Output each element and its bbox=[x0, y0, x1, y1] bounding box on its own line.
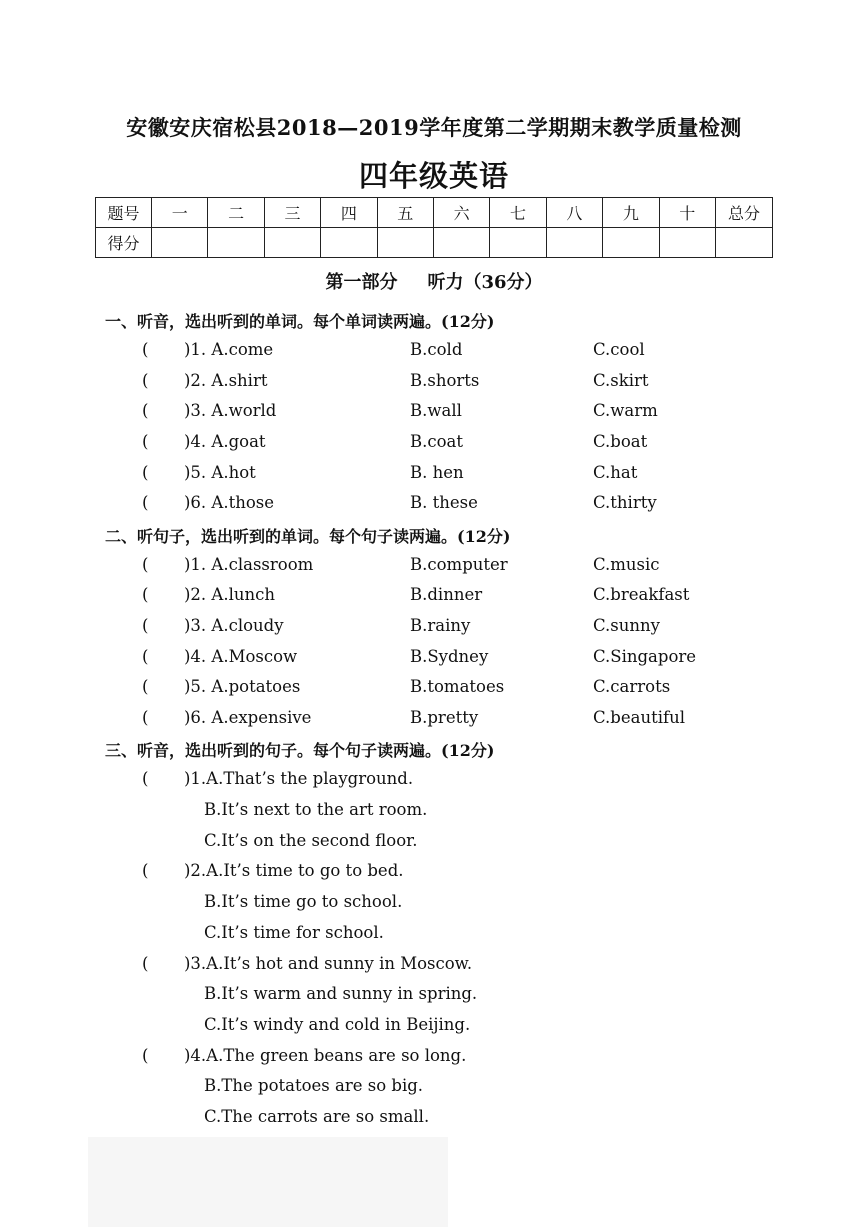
question-row bbox=[140, 708, 780, 732]
option-a: )1. A.come bbox=[184, 340, 274, 359]
question-row bbox=[140, 463, 780, 487]
score-blank-cell[interactable] bbox=[659, 228, 715, 258]
answer-paren[interactable]: ( bbox=[142, 340, 149, 359]
score-blank-cell[interactable] bbox=[490, 228, 546, 258]
option-b: B. hen bbox=[410, 463, 464, 482]
score-table-score-row bbox=[96, 228, 773, 258]
score-cell: 八 bbox=[546, 198, 602, 228]
score-blank-cell[interactable] bbox=[264, 228, 320, 258]
section-heading: 三、听音，选出听到的句子。每个句子读两遍。(12分) bbox=[105, 741, 495, 760]
answer-paren[interactable]: ( bbox=[142, 677, 149, 696]
option-a: )3. A.world bbox=[184, 401, 277, 420]
option-a: )4. A.Moscow bbox=[184, 647, 298, 666]
answer-paren[interactable]: ( bbox=[142, 585, 149, 604]
question-row bbox=[140, 677, 780, 701]
option-b: B.dinner bbox=[410, 585, 483, 604]
score-table-header-row bbox=[96, 198, 773, 228]
option-c: C.skirt bbox=[593, 371, 649, 390]
score-cell: 一 bbox=[152, 198, 208, 228]
score-cell: 六 bbox=[433, 198, 489, 228]
score-blank-cell[interactable] bbox=[433, 228, 489, 258]
score-label-cell: 得分 bbox=[96, 228, 152, 258]
option-a: )6. A.those bbox=[184, 493, 275, 512]
option-c: C.carrots bbox=[593, 677, 671, 696]
option-c: C.warm bbox=[593, 401, 658, 420]
score-cell: 四 bbox=[321, 198, 377, 228]
option-a: )4.A.The green beans are so long. bbox=[184, 1046, 467, 1065]
answer-paren[interactable]: ( bbox=[142, 708, 149, 727]
answer-paren[interactable]: ( bbox=[142, 616, 149, 635]
option-c: C.It’s on the second floor. bbox=[204, 831, 418, 850]
option-b: B.tomatoes bbox=[410, 677, 505, 696]
score-cell: 七 bbox=[490, 198, 546, 228]
option-c: C.thirty bbox=[593, 493, 657, 512]
option-b: B. these bbox=[410, 493, 478, 512]
answer-paren[interactable]: ( bbox=[142, 401, 149, 420]
score-blank-cell[interactable] bbox=[716, 228, 773, 258]
score-cell: 五 bbox=[377, 198, 433, 228]
option-a: )5. A.potatoes bbox=[184, 677, 301, 696]
score-cell: 九 bbox=[603, 198, 659, 228]
option-a: )2.A.It’s time to go to bed. bbox=[184, 861, 404, 880]
option-b: B.It’s warm and sunny in spring. bbox=[204, 984, 478, 1003]
answer-paren[interactable]: ( bbox=[142, 1046, 149, 1065]
option-b: B.rainy bbox=[410, 616, 471, 635]
option-a: )2. A.lunch bbox=[184, 585, 275, 604]
question-row bbox=[140, 954, 780, 978]
option-c: C.boat bbox=[593, 432, 648, 451]
answer-paren[interactable]: ( bbox=[142, 371, 149, 390]
answer-paren[interactable]: ( bbox=[142, 861, 149, 880]
question-row bbox=[140, 769, 780, 793]
score-blank-cell[interactable] bbox=[321, 228, 377, 258]
option-a: )6. A.expensive bbox=[184, 708, 312, 727]
answer-paren[interactable]: ( bbox=[142, 647, 149, 666]
option-c: C.cool bbox=[593, 340, 645, 359]
exam-subtitle: 四年级英语 bbox=[358, 159, 509, 193]
question-row bbox=[140, 1046, 780, 1070]
option-b: B.coat bbox=[410, 432, 464, 451]
option-c: C.sunny bbox=[593, 616, 660, 635]
option-b: B.It’s time go to school. bbox=[204, 892, 403, 911]
option-a: )5. A.hot bbox=[184, 463, 256, 482]
question-row bbox=[140, 493, 780, 517]
option-a: )3. A.cloudy bbox=[184, 616, 284, 635]
option-a: )1.A.That’s the playground. bbox=[184, 769, 414, 788]
question-row bbox=[140, 432, 780, 456]
question-row bbox=[140, 647, 780, 671]
option-a: )1. A.classroom bbox=[184, 555, 314, 574]
part-title bbox=[0, 268, 868, 294]
answer-paren[interactable]: ( bbox=[142, 463, 149, 482]
score-cell: 二 bbox=[208, 198, 264, 228]
answer-paren[interactable]: ( bbox=[142, 432, 149, 451]
score-cell: 题号 bbox=[96, 198, 152, 228]
option-b: B.The potatoes are so big. bbox=[204, 1076, 424, 1095]
question-row bbox=[140, 555, 780, 579]
question-row bbox=[140, 861, 780, 885]
question-row bbox=[140, 585, 780, 609]
option-c: C.The carrots are so small. bbox=[204, 1107, 430, 1126]
option-c: C.beautiful bbox=[593, 708, 685, 727]
option-b: B.pretty bbox=[410, 708, 479, 727]
option-b: B.Sydney bbox=[410, 647, 489, 666]
option-c: C.It’s time for school. bbox=[204, 923, 384, 942]
section-heading: 一、听音，选出听到的单词。每个单词读两遍。(12分) bbox=[105, 312, 495, 331]
answer-paren[interactable]: ( bbox=[142, 769, 149, 788]
option-b: B.shorts bbox=[410, 371, 480, 390]
score-blank-cell[interactable] bbox=[603, 228, 659, 258]
option-a: )4. A.goat bbox=[184, 432, 266, 451]
score-blank-cell[interactable] bbox=[377, 228, 433, 258]
question-row bbox=[140, 401, 780, 425]
option-c: C.breakfast bbox=[593, 585, 690, 604]
option-c: C.It’s windy and cold in Beijing. bbox=[204, 1015, 471, 1034]
question-row bbox=[140, 371, 780, 395]
option-a: )3.A.It’s hot and sunny in Moscow. bbox=[184, 954, 473, 973]
question-row bbox=[140, 340, 780, 364]
option-a: )2. A.shirt bbox=[184, 371, 268, 390]
answer-paren[interactable]: ( bbox=[142, 555, 149, 574]
section-heading: 二、听句子，选出听到的单词。每个句子读两遍。(12分) bbox=[105, 527, 511, 546]
question-row bbox=[140, 616, 780, 640]
scan-smudge bbox=[88, 1137, 448, 1227]
answer-paren[interactable]: ( bbox=[142, 493, 149, 512]
score-blank-cell[interactable] bbox=[208, 228, 264, 258]
option-b: B.wall bbox=[410, 401, 462, 420]
score-cell: 总分 bbox=[716, 198, 773, 228]
option-b: B.cold bbox=[410, 340, 463, 359]
score-blank-cell[interactable] bbox=[152, 228, 208, 258]
option-c: C.hat bbox=[593, 463, 638, 482]
score-cell: 十 bbox=[659, 198, 715, 228]
part-title-left: 第一部分 bbox=[325, 272, 398, 293]
option-b: B.computer bbox=[410, 555, 508, 574]
answer-paren[interactable]: ( bbox=[142, 954, 149, 973]
exam-title: 安徽安庆宿松县2018—2019学年度第二学期期末教学质量检测 bbox=[126, 115, 742, 140]
option-c: C.music bbox=[593, 555, 660, 574]
option-b: B.It’s next to the art room. bbox=[204, 800, 428, 819]
score-blank-cell[interactable] bbox=[546, 228, 602, 258]
part-title-right: 听力（36分） bbox=[427, 272, 543, 293]
score-table bbox=[95, 197, 773, 258]
option-c: C.Singapore bbox=[593, 647, 697, 666]
score-cell: 三 bbox=[264, 198, 320, 228]
